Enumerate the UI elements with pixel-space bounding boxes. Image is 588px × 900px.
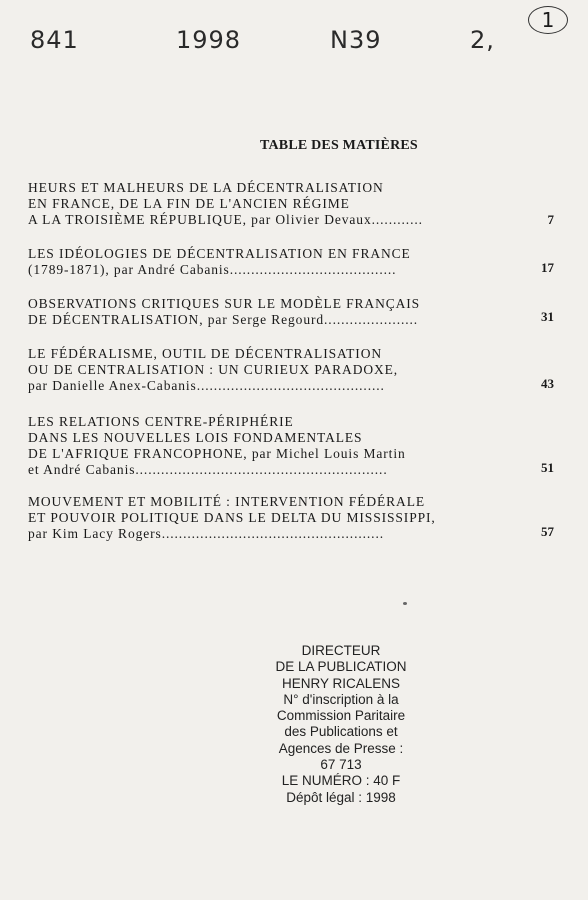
entry-line: par Kim Lacy Rogers....................................................: [28, 526, 384, 541]
imprint-line: HENRY RICALENS: [281, 675, 401, 691]
print-speck: [403, 602, 407, 605]
entry-line: MOUVEMENT ET MOBILITÉ : INTERVENTION FÉDÉRALE: [28, 494, 426, 509]
entry-line: LES IDÉOLOGIES DE DÉCENTRALISATION EN FRANCE: [28, 246, 411, 261]
imprint-line: DE LA PUBLICATION: [275, 659, 407, 675]
imprint-line: Commission Paritaire: [276, 708, 406, 724]
handwritten-note-year: 1998: [176, 26, 242, 54]
handwritten-circled-number: [528, 6, 568, 34]
entry-line: DE L'AFRIQUE FRANCOPHONE, par Michel Louis Martin: [28, 446, 406, 461]
entry-line: OBSERVATIONS CRITIQUES SUR LE MODÈLE FRANÇAIS: [28, 296, 421, 311]
imprint-line: N° d'inscription à la: [283, 691, 399, 707]
entry-page-number: 57: [541, 524, 554, 539]
entry-line: (1789-1871), par André Cabanis.......................................: [28, 262, 397, 277]
entry-page-number: 7: [547, 212, 554, 227]
toc-entry: [28, 246, 554, 278]
entry-line: EN FRANCE, DE LA FIN DE L'ANCIEN RÉGIME: [28, 196, 350, 211]
entry-line: DANS LES NOUVELLES LOIS FONDAMENTALES: [28, 430, 363, 445]
entry-line: A LA TROISIÈME RÉPUBLIQUE, par Olivier Devaux............: [28, 212, 423, 227]
imprint-line: DIRECTEUR: [301, 643, 381, 658]
handwritten-note-issue: N39: [330, 26, 382, 54]
circled-number-text: 1: [541, 8, 555, 32]
entry-page-number: 17: [541, 260, 554, 275]
toc-entry: [28, 180, 554, 228]
imprint-line: Agences de Presse :: [278, 740, 404, 756]
toc-title: TABLE DES MATIÈRES: [260, 138, 418, 153]
publication-imprint: [256, 643, 426, 806]
imprint-line: 67 713: [320, 757, 362, 773]
handwritten-note-extra: 2,: [470, 26, 495, 54]
entry-line: ET POUVOIR POLITIQUE DANS LE DELTA DU MISSISSIPPI,: [28, 510, 436, 525]
imprint-line: LE NUMÉRO : 40 F: [281, 773, 401, 789]
entry-page-number: 31: [541, 309, 554, 324]
toc-entry: [28, 494, 554, 542]
entry-line: LES RELATIONS CENTRE-PÉRIPHÉRIE: [28, 414, 294, 429]
entry-line: LE FÉDÉRALISME, OUTIL DE DÉCENTRALISATION: [28, 346, 382, 361]
imprint-line: Dépôt légal : 1998: [286, 789, 396, 805]
toc-entry: [28, 414, 554, 478]
entry-line: HEURS ET MALHEURS DE LA DÉCENTRALISATION: [28, 180, 384, 195]
toc-entry: [28, 296, 554, 328]
handwritten-note-number: 841: [30, 26, 79, 54]
toc-entry: [28, 346, 554, 394]
entry-page-number: 51: [541, 460, 554, 475]
entry-page-number: 43: [541, 376, 554, 391]
entry-line: et André Cabanis...........................................................: [28, 462, 388, 477]
imprint-line: des Publications et: [284, 724, 398, 740]
entry-line: par Danielle Anex-Cabanis............................................: [28, 378, 385, 393]
entry-line: DE DÉCENTRALISATION, par Serge Regourd......................: [28, 312, 419, 327]
entry-line: OU DE CENTRALISATION : UN CURIEUX PARADOXE,: [28, 362, 399, 377]
